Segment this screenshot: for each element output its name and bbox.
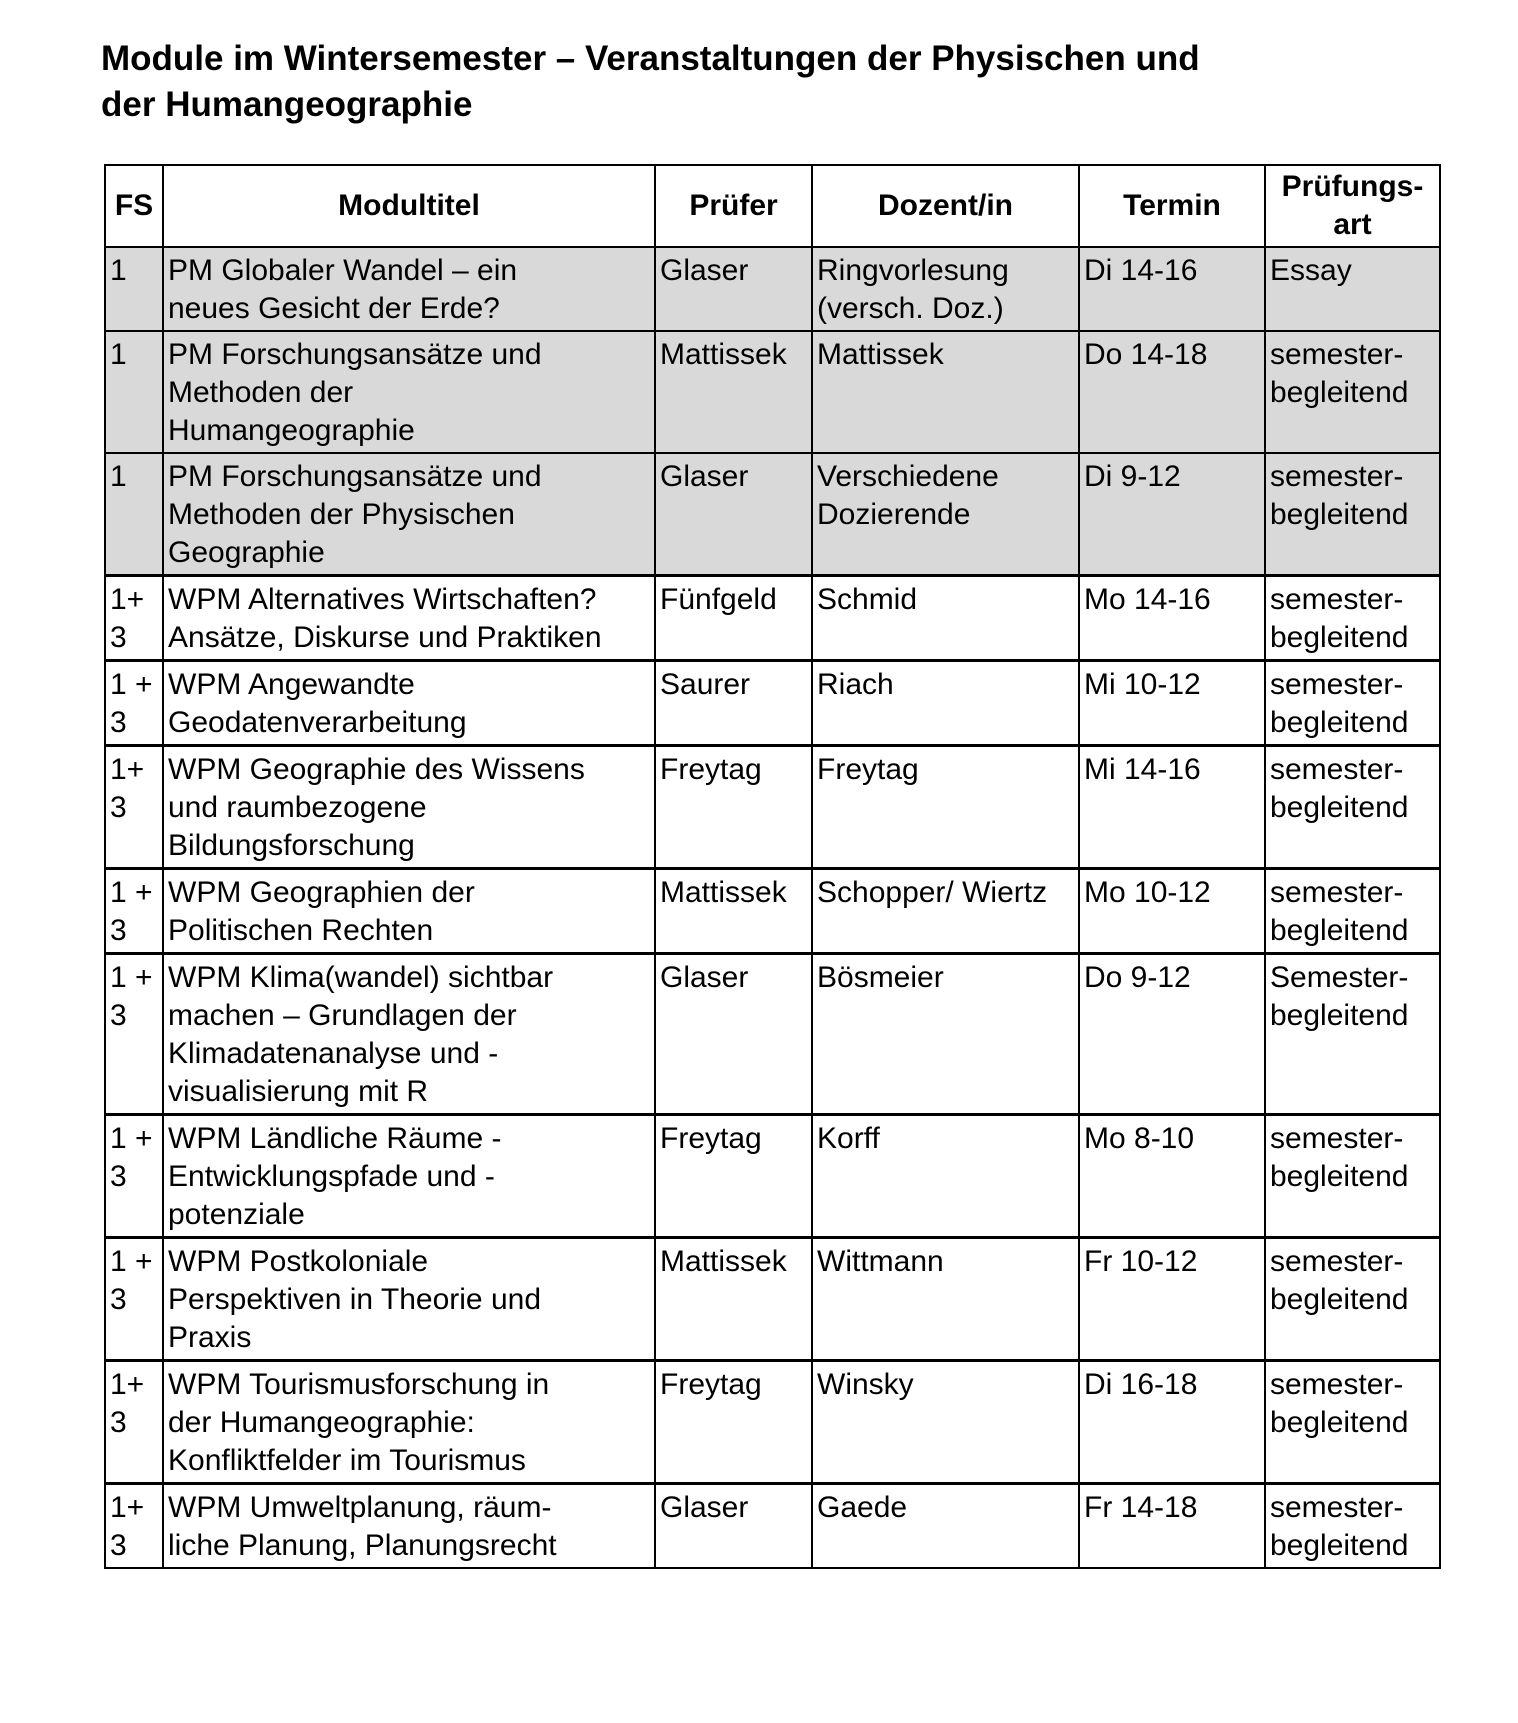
cell-modultitel: WPM Geographie des Wissens und raumbezogene Bildungsforschung [163,746,655,869]
header-pruefungsart: Prüfungs- art [1265,165,1440,247]
cell-dozent: Wittmann [812,1238,1079,1361]
cell-termin: Mi 10-12 [1079,661,1265,746]
cell-dozent: Bösmeier [812,954,1079,1115]
cell-termin: Mo 10-12 [1079,869,1265,954]
table-row [105,331,1440,453]
page-title [101,36,1401,128]
cell-pruefer: Freytag [655,1115,812,1238]
cell-dozent: Gaede [812,1484,1079,1569]
cell-termin: Di 9-12 [1079,453,1265,576]
cell-pruefungsart: semester- begleitend [1265,331,1440,453]
table-row [105,1238,1440,1361]
cell-dozent: Schopper/ Wiertz [812,869,1079,954]
cell-termin: Do 9-12 [1079,954,1265,1115]
cell-modultitel: PM Forschungsansätze und Methoden der Physischen Geographie [163,453,655,576]
cell-termin: Mi 14-16 [1079,746,1265,869]
cell-termin: Fr 10-12 [1079,1238,1265,1361]
cell-dozent: Freytag [812,746,1079,869]
cell-modultitel: WPM Klima(wandel) sichtbar machen – Grundlagen der Klimadatenanalyse und - visualisierung mit R [163,954,655,1115]
cell-modultitel: WPM Angewandte Geodatenverarbeitung [163,661,655,746]
cell-fs: 1+ 3 [105,1484,163,1569]
table-row [105,869,1440,954]
cell-fs: 1+ 3 [105,746,163,869]
cell-fs: 1+ 3 [105,576,163,661]
cell-modultitel: WPM Geographien der Politischen Rechten [163,869,655,954]
cell-pruefungsart: semester- begleitend [1265,1238,1440,1361]
cell-fs: 1 [105,453,163,576]
cell-termin: Do 14-18 [1079,331,1265,453]
cell-termin: Mo 14-16 [1079,576,1265,661]
cell-fs: 1 + 3 [105,661,163,746]
cell-termin: Fr 14-18 [1079,1484,1265,1569]
header-dozent: Dozent/in [812,165,1079,247]
cell-fs: 1 + 3 [105,869,163,954]
cell-fs: 1 [105,247,163,331]
table-body [105,247,1440,1568]
cell-pruefer: Freytag [655,1361,812,1484]
table-row [105,1115,1440,1238]
table-row [105,1361,1440,1484]
cell-modultitel: WPM Tourismusforschung in der Humangeographie: Konfliktfelder im Tourismus [163,1361,655,1484]
cell-dozent: Mattissek [812,331,1079,453]
cell-dozent: Verschiedene Dozierende [812,453,1079,576]
cell-pruefungsart: semester- begleitend [1265,746,1440,869]
cell-pruefungsart: Semester- begleitend [1265,954,1440,1115]
cell-pruefungsart: semester- begleitend [1265,661,1440,746]
cell-fs: 1 + 3 [105,1238,163,1361]
header-termin: Termin [1079,165,1265,247]
cell-pruefungsart: Essay [1265,247,1440,331]
cell-dozent: Winsky [812,1361,1079,1484]
header-row [105,165,1440,247]
cell-termin: Di 14-16 [1079,247,1265,331]
table-row [105,453,1440,576]
cell-pruefungsart: semester- begleitend [1265,1115,1440,1238]
cell-modultitel: PM Globaler Wandel – ein neues Gesicht der Erde? [163,247,655,331]
cell-pruefungsart: semester- begleitend [1265,1484,1440,1569]
modules-table [104,164,1441,1569]
cell-pruefungsart: semester- begleitend [1265,1361,1440,1484]
cell-pruefer: Glaser [655,954,812,1115]
cell-dozent: Korff [812,1115,1079,1238]
table-row [105,746,1440,869]
cell-pruefungsart: semester- begleitend [1265,453,1440,576]
cell-dozent: Schmid [812,576,1079,661]
table-row [105,661,1440,746]
cell-dozent: Riach [812,661,1079,746]
cell-modultitel: WPM Ländliche Räume - Entwicklungspfade und - potenziale [163,1115,655,1238]
cell-pruefer: Fünfgeld [655,576,812,661]
table-row [105,954,1440,1115]
cell-modultitel: WPM Postkoloniale Perspektiven in Theorie und Praxis [163,1238,655,1361]
table-row [105,1484,1440,1569]
cell-pruefer: Saurer [655,661,812,746]
table-row [105,576,1440,661]
page-title-line-1: Module im Wintersemester – Veranstaltungen der Physischen und [101,39,1200,78]
cell-pruefer: Glaser [655,1484,812,1569]
header-fs: FS [105,165,163,247]
cell-dozent: Ringvorlesung (versch. Doz.) [812,247,1079,331]
cell-pruefungsart: semester- begleitend [1265,869,1440,954]
cell-modultitel: WPM Umweltplanung, räum- liche Planung, Planungsrecht [163,1484,655,1569]
cell-pruefer: Mattissek [655,1238,812,1361]
cell-pruefungsart: semester- begleitend [1265,576,1440,661]
table-row [105,247,1440,331]
header-pruefer: Prüfer [655,165,812,247]
table-header [105,165,1440,247]
cell-termin: Mo 8-10 [1079,1115,1265,1238]
cell-fs: 1+ 3 [105,1361,163,1484]
cell-pruefer: Mattissek [655,869,812,954]
cell-fs: 1 [105,331,163,453]
page-title-line-2: der Humangeographie [101,85,473,124]
cell-pruefer: Glaser [655,453,812,576]
cell-pruefer: Freytag [655,746,812,869]
cell-modultitel: WPM Alternatives Wirtschaften? Ansätze, Diskurse und Praktiken [163,576,655,661]
cell-fs: 1 + 3 [105,1115,163,1238]
cell-termin: Di 16-18 [1079,1361,1265,1484]
cell-pruefer: Glaser [655,247,812,331]
cell-fs: 1 + 3 [105,954,163,1115]
cell-pruefer: Mattissek [655,331,812,453]
header-modultitel: Modultitel [163,165,655,247]
cell-modultitel: PM Forschungsansätze und Methoden der Humangeographie [163,331,655,453]
